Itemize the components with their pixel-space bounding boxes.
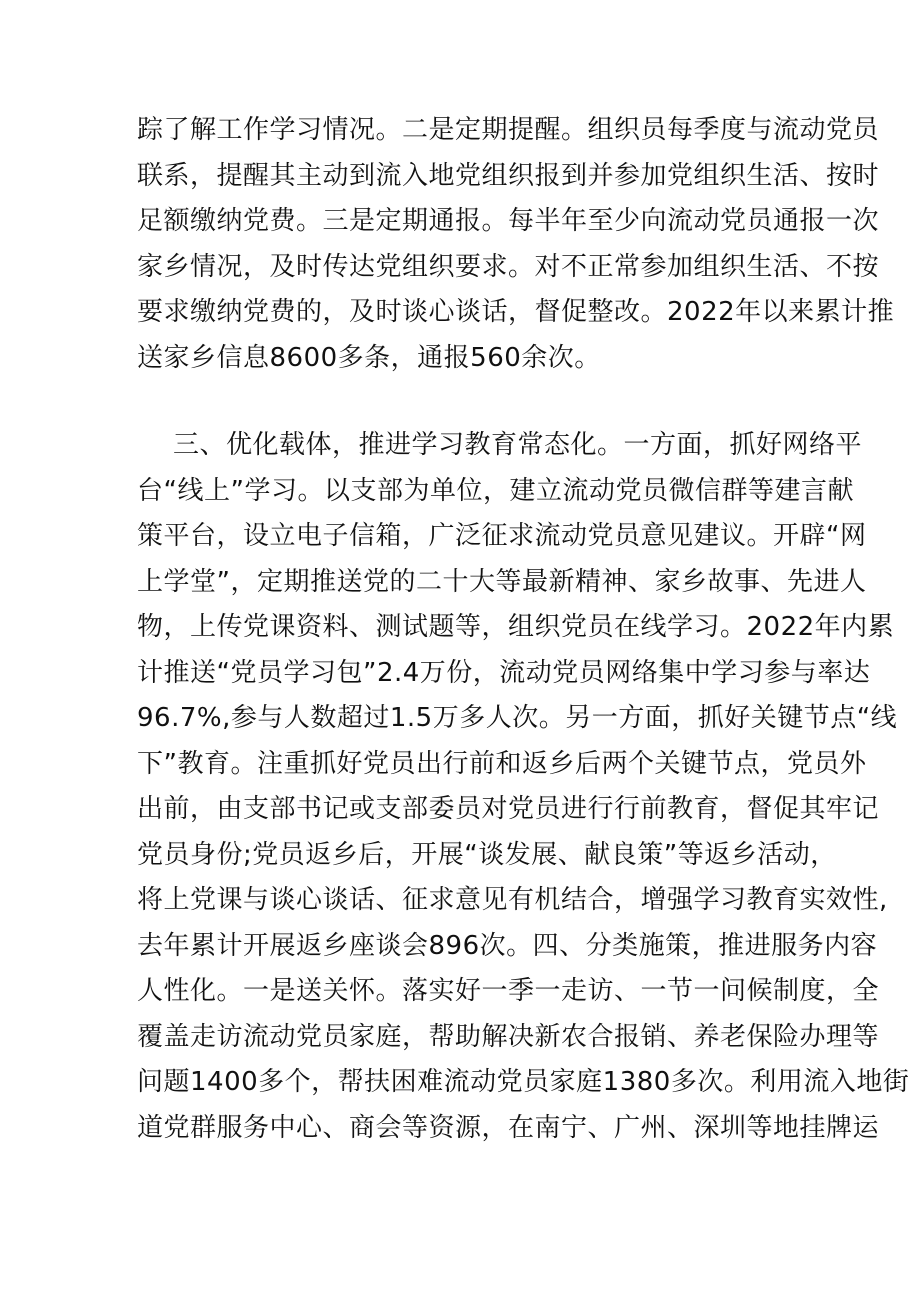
paragraph-1 <box>137 108 895 381</box>
paragraph-2-line: 人性化。一是送关怀。落实好一季一走访、一节一问候制度，全 <box>137 976 880 1006</box>
paragraph-1-line: 送家乡信息8600多条，通报560余次。 <box>137 342 601 373</box>
paragraph-2-line: 问题1400多个，帮扶困难流动党员家庭1380多次。利用流入地街 <box>137 1067 910 1097</box>
paragraph-2-line: 下”教育。注重抓好党员出行前和返乡后两个关键节点，党员外 <box>137 748 867 779</box>
paragraph-2-line: 上学堂”，定期推送党的二十大等最新精神、家乡故事、先进人 <box>137 566 867 597</box>
paragraph-2-line: 物，上传党课资料、测试题等，组织党员在线学习。2022年内累 <box>137 612 895 642</box>
paragraph-2-line: 台“线上”学习。以支部为单位，建立流动党员微信群等建言献 <box>137 475 854 506</box>
paragraph-2-line: 96.7%,参与人数超过1.5万多人次。另一方面，抓好关键节点“线 <box>137 703 898 733</box>
paragraph-2-line: 道党群服务中心、商会等资源，在南宁、广州、深圳等地挂牌运 <box>137 1112 880 1143</box>
paragraph-2-line: 将上党课与谈心谈话、征求意见有机结合，增强学习教育实效性, <box>137 885 888 915</box>
paragraph-2-line: 出前，由支部书记或支部委员对党员进行行前教育，督促其牢记 <box>137 794 880 824</box>
paragraph-2-line: 计推送“党员学习包”2.4万份，流动党员网络集中学习参与率达 <box>137 657 871 688</box>
paragraph-1-line: 踪了解工作学习情况。二是定期提醒。组织员每季度与流动党员 <box>137 115 880 145</box>
paragraph-2-line: 党员身份;党员返乡后，开展“谈发展、献良策”等返乡活动， <box>137 839 837 870</box>
paragraph-2-line: 三、优化载体，推进学习教育常态化。一方面，抓好网络平 <box>173 430 863 460</box>
paragraph-2-line: 覆盖走访流动党员家庭，帮助解决新农合报销、养老保险办理等 <box>137 1021 880 1052</box>
paragraph-1-line: 家乡情况，及时传达党组织要求。对不正常参加组织生活、不按 <box>137 251 880 282</box>
paragraph-1-line: 足额缴纳党费。三是定期通报。每半年至少向流动党员通报一次 <box>137 206 880 236</box>
paragraph-2-line: 去年累计开展返乡座谈会896次。四、分类施策，推进服务内容 <box>137 930 878 961</box>
paragraph-1-line: 联系，提醒其主动到流入地党组织报到并参加党组织生活、按时 <box>137 160 880 191</box>
paragraph-1-line: 要求缴纳党费的，及时谈心谈话，督促整改。2022年以来累计推 <box>137 297 895 327</box>
paragraph-2 <box>137 423 910 1151</box>
paragraph-2-line: 策平台，设立电子信箱，广泛征求流动党员意见建议。开辟“网 <box>137 521 867 551</box>
